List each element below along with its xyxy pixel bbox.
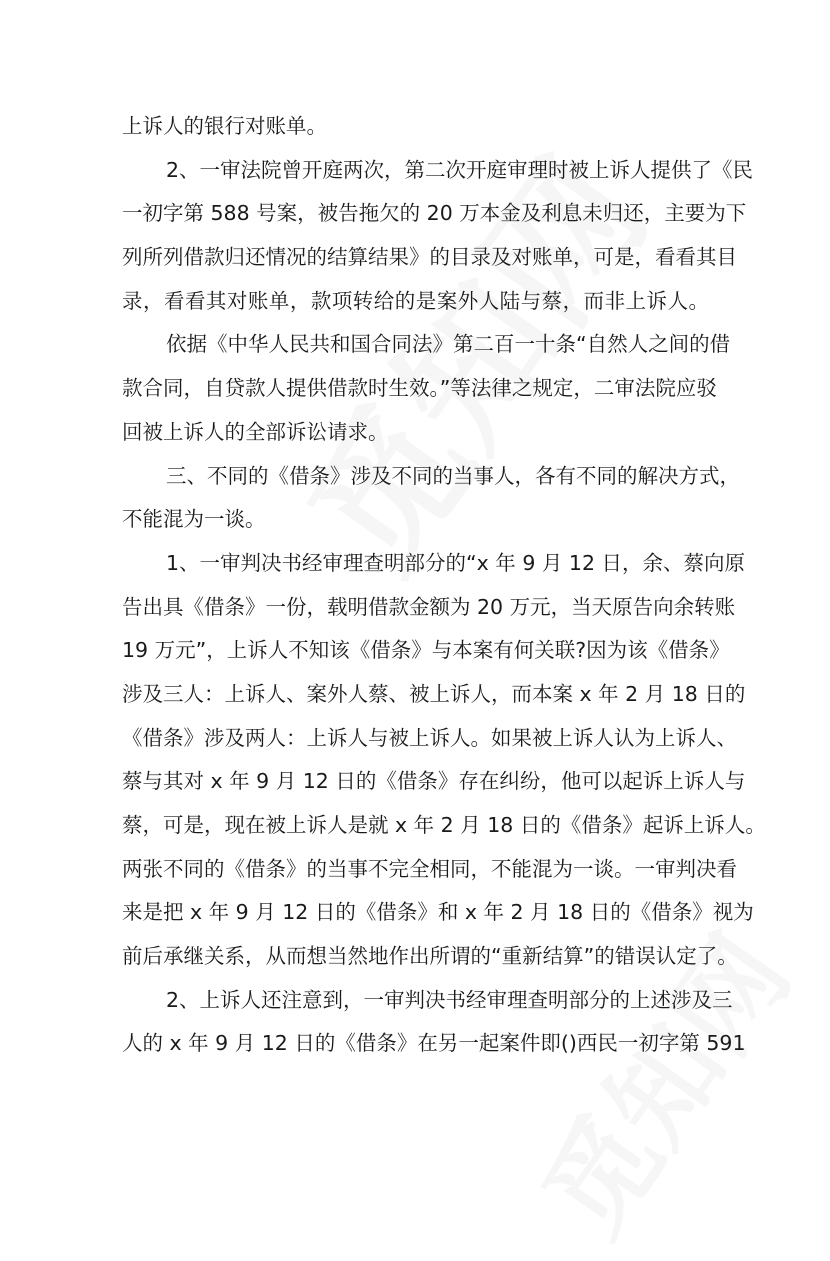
text-line: 三、不同的《借条》涉及不同的当事人，各有不同的解决方式，	[166, 463, 740, 488]
text-line: 前后承继关系，从而想当然地作出所谓的“重新结算”的错误认定了。	[122, 944, 738, 969]
text-line: 依据《中华人民共和国合同法》第二百一十条“自然人之间的借	[166, 332, 731, 357]
text-line: 涉及三人：上诉人、案外人蔡、被上诉人，而本案 x 年 2 月 18 日的	[122, 681, 746, 706]
text-line: 蔡，可是，现在被上诉人是就 x 年 2 月 18 日的《借条》起诉上诉人。	[122, 813, 766, 837]
text-line: 回被上诉人的全部诉讼请求。	[122, 419, 389, 444]
text-line: 一初字第 588 号案，被告拖欠的 20 万本金及利息未归还，主要为下	[122, 201, 747, 226]
text-line: 列所列借款归还情况的结算结果》的目录及对账单，可是，看看其目	[122, 245, 737, 270]
text-line: 上诉人的银行对账单。	[122, 114, 327, 138]
text-line: 人的 x 年 9 月 12 日的《借条》在另一起案件即()西民一初字第 591	[122, 1031, 746, 1056]
text-line: 1、一审判决书经审理查明部分的“x 年 9 月 12 日，余、蔡向原	[166, 550, 746, 575]
text-line: 不能混为一谈。	[122, 507, 266, 532]
document-body	[122, 105, 766, 1066]
text-line: 2、上诉人还注意到，一审判决书经审理查明部分的上述涉及三	[166, 987, 733, 1012]
text-line: 两张不同的《借条》的当事不完全相同，不能混为一谈。一审判决看	[122, 856, 737, 881]
text-line: 19 万元”，上诉人不知该《借条》与本案有何关联?因为该《借条》	[122, 638, 730, 663]
text-line: 来是把 x 年 9 月 12 日的《借条》和 x 年 2 月 18 日的《借条》视为	[122, 900, 754, 925]
text-line: 录，看看其对账单，款项转给的是案外人陆与蔡，而非上诉人。	[122, 288, 709, 313]
text-line: 《借条》涉及两人：上诉人与被上诉人。如果被上诉人认为上诉人、	[122, 725, 737, 750]
text-line: 蔡与其对 x 年 9 月 12 日的《借条》存在纠纷，他可以起诉上诉人与	[122, 769, 746, 794]
text-line: 2、一审法院曾开庭两次，第二次开庭审理时被上诉人提供了《民	[166, 157, 754, 182]
text-line: 告出具《借条》一份，载明借款金额为 20 万元，当天原告向余转账	[122, 594, 736, 619]
text-line: 款合同，自贷款人提供借款时生效。”等法律之规定，二审法院应驳	[122, 376, 717, 401]
